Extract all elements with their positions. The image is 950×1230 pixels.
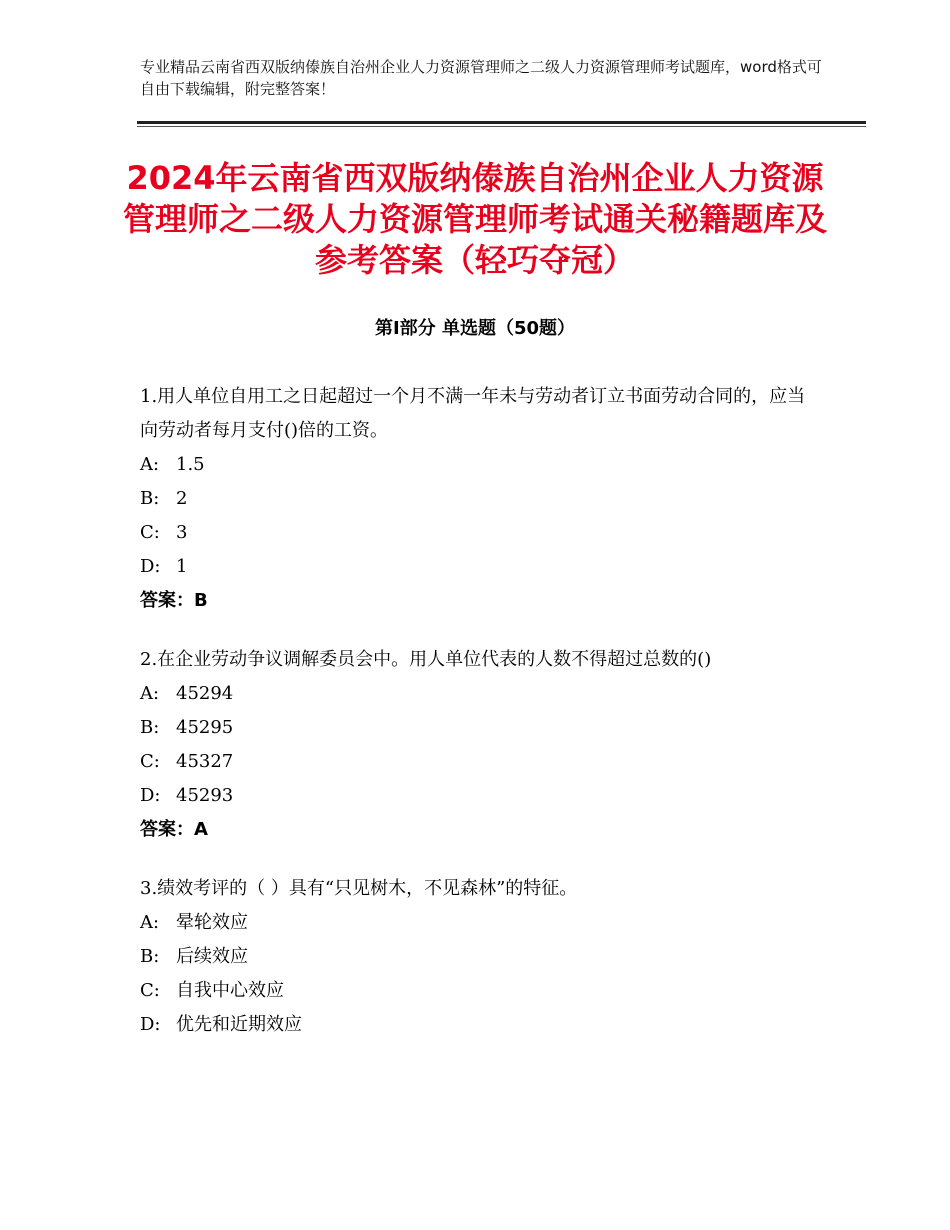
option-text: 45327 [176, 751, 234, 772]
question-2 [140, 643, 820, 847]
document-title: 2024年云南省西双版纳傣族自治州企业人力资源管理师之二级人力资源管理师考试通关秘籍题库及参考答案（轻巧夺冠） [122, 159, 827, 279]
option-c [140, 974, 820, 1008]
option-a [140, 677, 820, 711]
option-text: 后续效应 [176, 946, 248, 967]
option-text: 1 [176, 556, 188, 577]
option-text: 1.5 [176, 454, 205, 475]
option-b [140, 711, 820, 745]
option-text: 2 [176, 488, 188, 509]
option-letter: C: [140, 522, 160, 543]
option-c [140, 516, 820, 550]
option-d [140, 1008, 820, 1042]
option-text: 3 [176, 522, 188, 543]
option-letter: D: [140, 785, 161, 806]
option-text: 晕轮效应 [176, 912, 248, 933]
option-letter: D: [140, 556, 161, 577]
answer-line: 答案：B [140, 590, 208, 611]
option-letter: B: [140, 946, 160, 967]
option-text: 优先和近期效应 [176, 1014, 302, 1035]
option-text: 45294 [176, 683, 234, 704]
question-1 [140, 380, 820, 618]
question-stem: 3.绩效考评的（ ）具有“只见树木，不见森林”的特征。 [140, 878, 578, 899]
option-letter: C: [140, 980, 160, 1001]
option-text: 自我中心效应 [176, 980, 284, 1001]
option-d [140, 550, 820, 584]
option-c [140, 745, 820, 779]
option-b [140, 482, 820, 516]
option-text: 45293 [176, 785, 234, 806]
question-3 [140, 872, 820, 1042]
option-letter: A: [140, 454, 160, 475]
section-title: 第Ⅰ部分 单选题（50题） [374, 318, 575, 339]
option-a [140, 906, 820, 940]
option-d [140, 779, 820, 813]
question-stem: 2.在企业劳动争议调解委员会中。用人单位代表的人数不得超过总数的() [140, 649, 712, 670]
option-a [140, 448, 820, 482]
question-list [140, 380, 820, 1067]
answer-line: 答案：A [140, 819, 208, 840]
option-letter: D: [140, 1014, 161, 1035]
option-b [140, 940, 820, 974]
header-divider-thin [137, 126, 866, 127]
option-letter: B: [140, 488, 160, 509]
option-text: 45295 [176, 717, 234, 738]
option-letter: B: [140, 717, 160, 738]
option-letter: C: [140, 751, 160, 772]
header-divider-thick [137, 121, 866, 124]
page-header-text: 专业精品云南省西双版纳傣族自治州企业人力资源管理师之二级人力资源管理师考试题库，word格式可自由下载编辑，附完整答案！ [140, 58, 822, 98]
option-letter: A: [140, 912, 160, 933]
question-stem: 1.用人单位自用工之日起超过一个月不满一年未与劳动者订立书面劳动合同的，应当向劳动者每月支付()倍的工资。 [140, 386, 806, 441]
option-letter: A: [140, 683, 160, 704]
